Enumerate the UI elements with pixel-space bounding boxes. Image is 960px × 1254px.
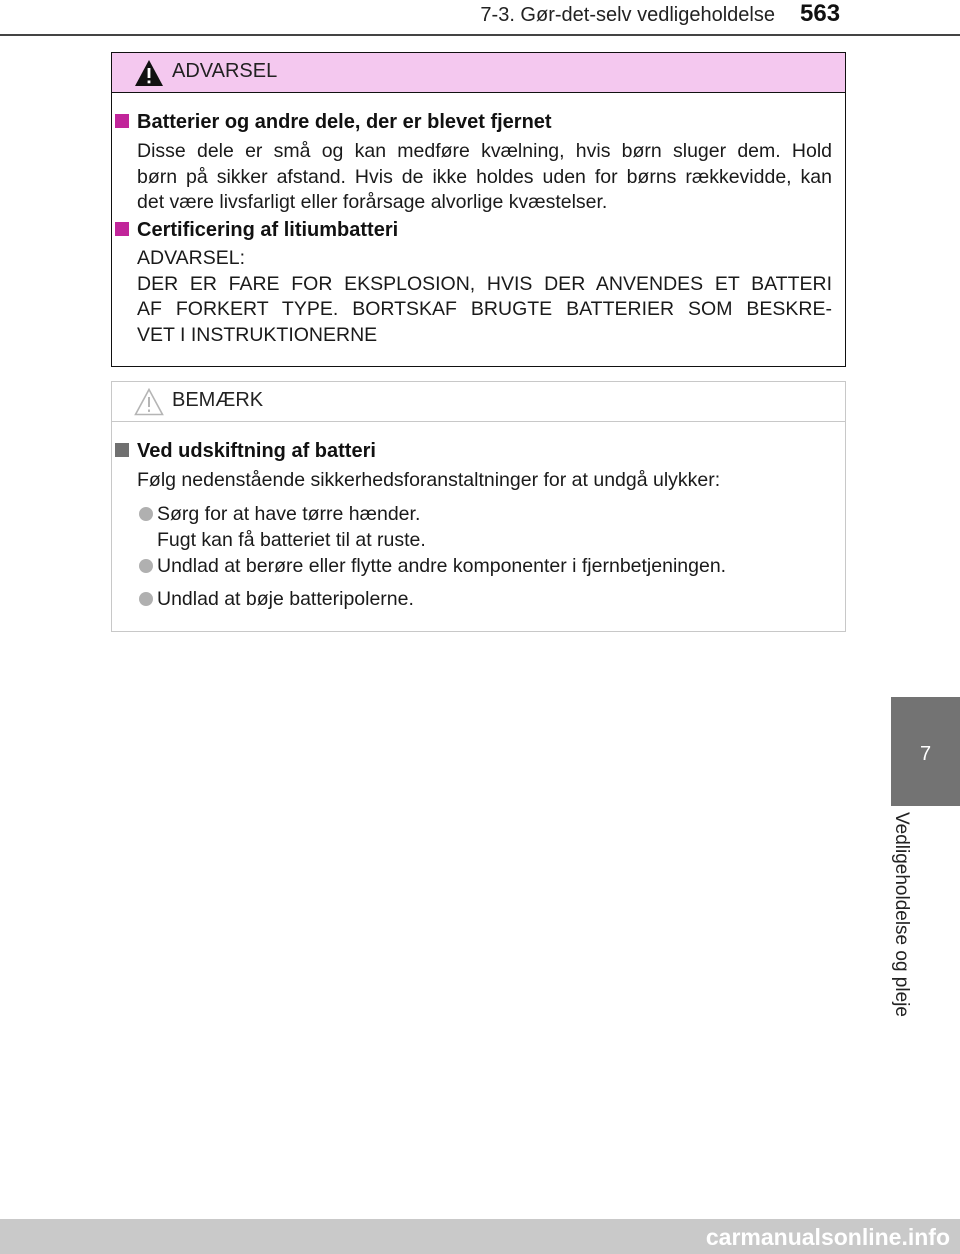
notice-box xyxy=(111,381,846,632)
warning-item-title: Certificering af litiumbatteri xyxy=(115,219,398,242)
text-line: VET I INSTRUKTIONERNE xyxy=(137,323,378,346)
text-line: Disse dele er små og kan medføre kvælning, hvis børn sluger dem. Hold xyxy=(137,140,832,162)
text-line: AF FORKERT TYPE. BORTSKAF BRUGTE BATTERIER SOM BESKRE- xyxy=(137,298,832,320)
chapter-tab xyxy=(891,697,960,806)
bullet-line: Undlad at berøre eller flytte andre komponenter i fjernbetjeningen. xyxy=(157,555,727,577)
warning-item-body xyxy=(137,139,832,216)
warning-item-title: Batterier og andre dele, der er blevet fjernet xyxy=(115,111,552,134)
warning-triangle-icon xyxy=(134,59,164,87)
bullet-line: Fugt kan få batteriet til at ruste. xyxy=(157,528,426,551)
notice-intro: Følg nedenstående sikkerhedsforanstaltninger for at undgå ulykker: xyxy=(137,469,721,491)
text-line: DER ER FARE FOR EKSPLOSION, HVIS DER ANVENDES ET BATTERI xyxy=(137,272,832,295)
header-divider xyxy=(0,34,960,36)
notice-item-title: Ved udskiftning af batteri xyxy=(115,440,376,463)
page-number: 563 xyxy=(800,0,841,27)
square-bullet-icon xyxy=(115,222,129,236)
text-line: ADVARSEL: xyxy=(137,247,246,269)
text-line: børn på sikker afstand. Hvis de ikke holdes uden for børns rækkevidde, kan xyxy=(137,165,832,188)
warning-box-header xyxy=(112,53,845,93)
bullet-line: Undlad at bøje batteripolerne. xyxy=(157,588,414,610)
square-bullet-icon xyxy=(115,443,129,457)
watermark-bar xyxy=(0,1219,960,1254)
section-title: 7-3. Gør-det-selv vedligeholdelse xyxy=(480,4,775,26)
bullet-line: Sørg for at have tørre hænder. xyxy=(157,503,421,525)
text-line: det være livsfarligt eller forårsage alvorlige kvæstelser. xyxy=(137,191,608,213)
notice-box-header xyxy=(112,382,845,422)
round-bullet-icon xyxy=(139,592,153,606)
chapter-number: 7 xyxy=(919,743,932,765)
watermark-text: carmanualsonline.info xyxy=(705,1224,950,1250)
round-bullet-icon xyxy=(139,507,153,521)
warning-item-body xyxy=(137,246,832,348)
warning-label: ADVARSEL xyxy=(172,60,278,82)
page-header xyxy=(0,0,960,36)
chapter-label: Vedligeholdelse og pleje xyxy=(891,812,912,1017)
notice-triangle-icon xyxy=(134,388,164,416)
round-bullet-icon xyxy=(139,559,153,573)
notice-label: BEMÆRK xyxy=(172,389,264,411)
square-bullet-icon xyxy=(115,114,129,128)
warning-box xyxy=(111,52,846,367)
